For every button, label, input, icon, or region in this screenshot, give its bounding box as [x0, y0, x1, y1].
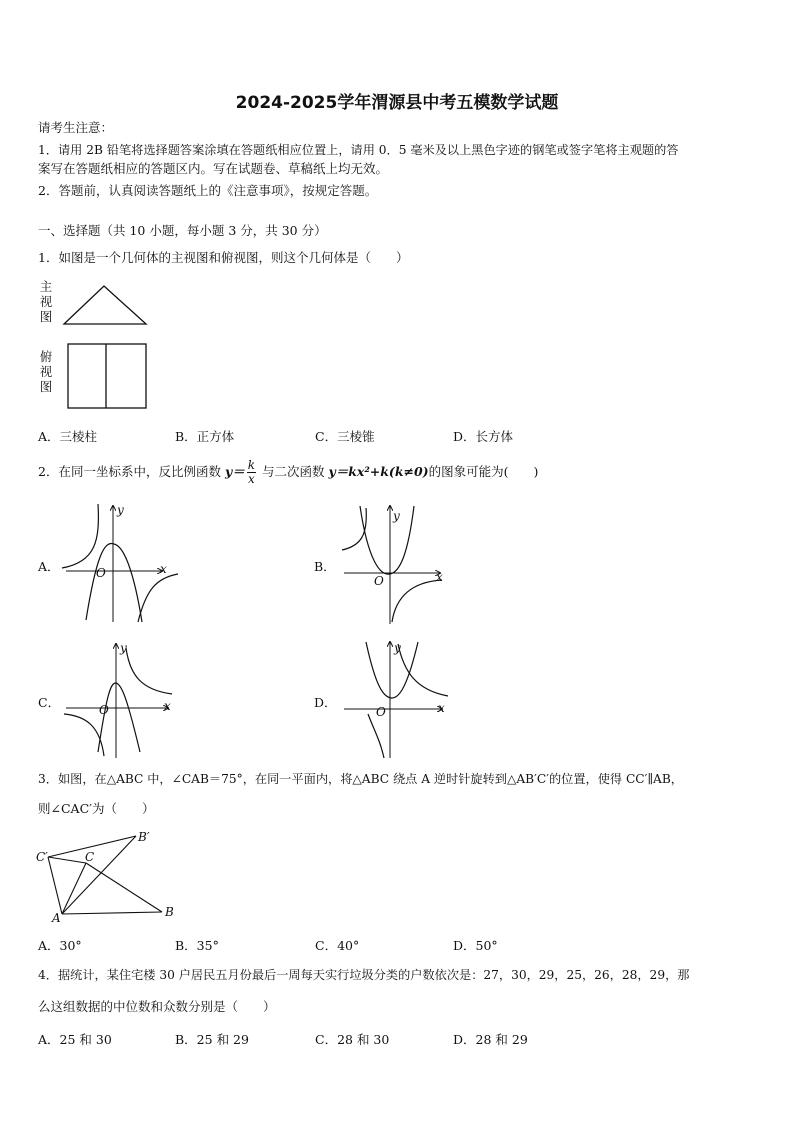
svg-text:x: x [164, 699, 171, 713]
q2-graph-c [60, 640, 185, 760]
q4-option-c[interactable]: C．28 和 30 [315, 1032, 390, 1047]
q2-stem: 2．在同一坐标系中，反比例函数 y＝ $\frac{k}{x}$ 与二次函数 y＝kx²+k(k≠0)的图象可能为( ) [38, 458, 539, 486]
svg-text:C: C [85, 850, 95, 864]
q2-graph-d [338, 638, 456, 762]
svg-text:O: O [374, 574, 384, 588]
q1-option-b[interactable]: B．正方体 [175, 429, 235, 444]
svg-text:x: x [438, 701, 445, 715]
svg-text:y: y [117, 503, 124, 517]
q1-top-view-label: 俯 视 图 [39, 349, 53, 394]
svg-text:y: y [394, 641, 401, 655]
svg-text:y: y [393, 509, 400, 523]
svg-text:C′: C′ [36, 850, 48, 864]
q3-rotation-diagram [36, 830, 186, 925]
q3-option-c[interactable]: C．40° [315, 938, 360, 953]
q2-option-c[interactable]: C． [38, 695, 61, 710]
q3-stem-line1: 3．如图，在△ABC 中，∠CAB＝75°，在同一平面内，将△ABC 绕点 A 逆时针旋转到△AB′C′的位置，使得 CC′∥AB， [38, 772, 683, 786]
page-title: 2024-2025学年渭源县中考五模数学试题 [235, 93, 559, 113]
q2-graph-b [338, 500, 453, 626]
notice-heading: 请考生注意： [38, 120, 114, 135]
q4-stem-line2: 么这组数据的中位数和众数分别是（ ） [38, 999, 276, 1014]
svg-text:A: A [52, 911, 61, 925]
notice-item-2: 2．答题前，认真阅读答题纸上的《注意事项》，按规定答题。 [38, 183, 378, 198]
svg-text:x: x [160, 562, 167, 576]
q4-option-a[interactable]: A．25 和 30 [38, 1032, 112, 1047]
q1-top-view-rectangle [66, 342, 148, 410]
svg-text:O: O [96, 566, 106, 580]
svg-text:O: O [99, 703, 109, 717]
q3-option-b[interactable]: B．35° [175, 938, 219, 953]
q4-stem-line1: 4．据统计，某住宅楼 30 户居民五月份最后一周每天实行垃圾分类的户数依次是：27，30，29，25，26，28，29，那 [38, 968, 690, 982]
q3-option-a[interactable]: A．30° [38, 938, 82, 953]
q3-option-d[interactable]: D．50° [453, 938, 498, 953]
q1-stem: 1．如图是一个几何体的主视图和俯视图，则这个几何体是（ ） [38, 250, 409, 265]
svg-text:B: B [165, 905, 174, 919]
q1-option-a[interactable]: A．三棱柱 [38, 429, 98, 444]
q2-option-a[interactable]: A． [38, 559, 60, 574]
q1-option-c[interactable]: C．三棱锥 [315, 429, 375, 444]
q1-front-view-label: 主 视 图 [39, 279, 53, 324]
q1-option-d[interactable]: D．长方体 [453, 429, 514, 444]
svg-text:y: y [120, 641, 127, 655]
q1-front-view-triangle [60, 283, 150, 327]
svg-text:x: x [436, 570, 443, 584]
q4-option-d[interactable]: D．28 和 29 [453, 1032, 528, 1047]
q2-option-b[interactable]: B． [314, 559, 336, 574]
notice-item-1: 1．请用 2B 铅笔将选择题答案涂填在答题纸相应位置上，请用 0．5 毫米及以上黑色字迹的钢笔或签字笔将主观题的答 [38, 143, 679, 157]
q3-stem-line2: 则∠CAC′为（ ） [38, 801, 155, 816]
section-heading: 一、选择题（共 10 小题，每小题 3 分，共 30 分） [38, 223, 327, 238]
svg-text:O: O [376, 705, 386, 719]
q2-fraction: $\frac{k}{x}$ [247, 458, 255, 486]
q2-graph-a [60, 500, 180, 628]
q2-option-d[interactable]: D． [314, 695, 337, 710]
notice-item-1-cont: 案写在答题纸相应的答题区内。写在试题卷、草稿纸上均无效。 [38, 161, 389, 176]
q4-option-b[interactable]: B．25 和 29 [175, 1032, 249, 1047]
svg-text:B′: B′ [138, 830, 150, 844]
